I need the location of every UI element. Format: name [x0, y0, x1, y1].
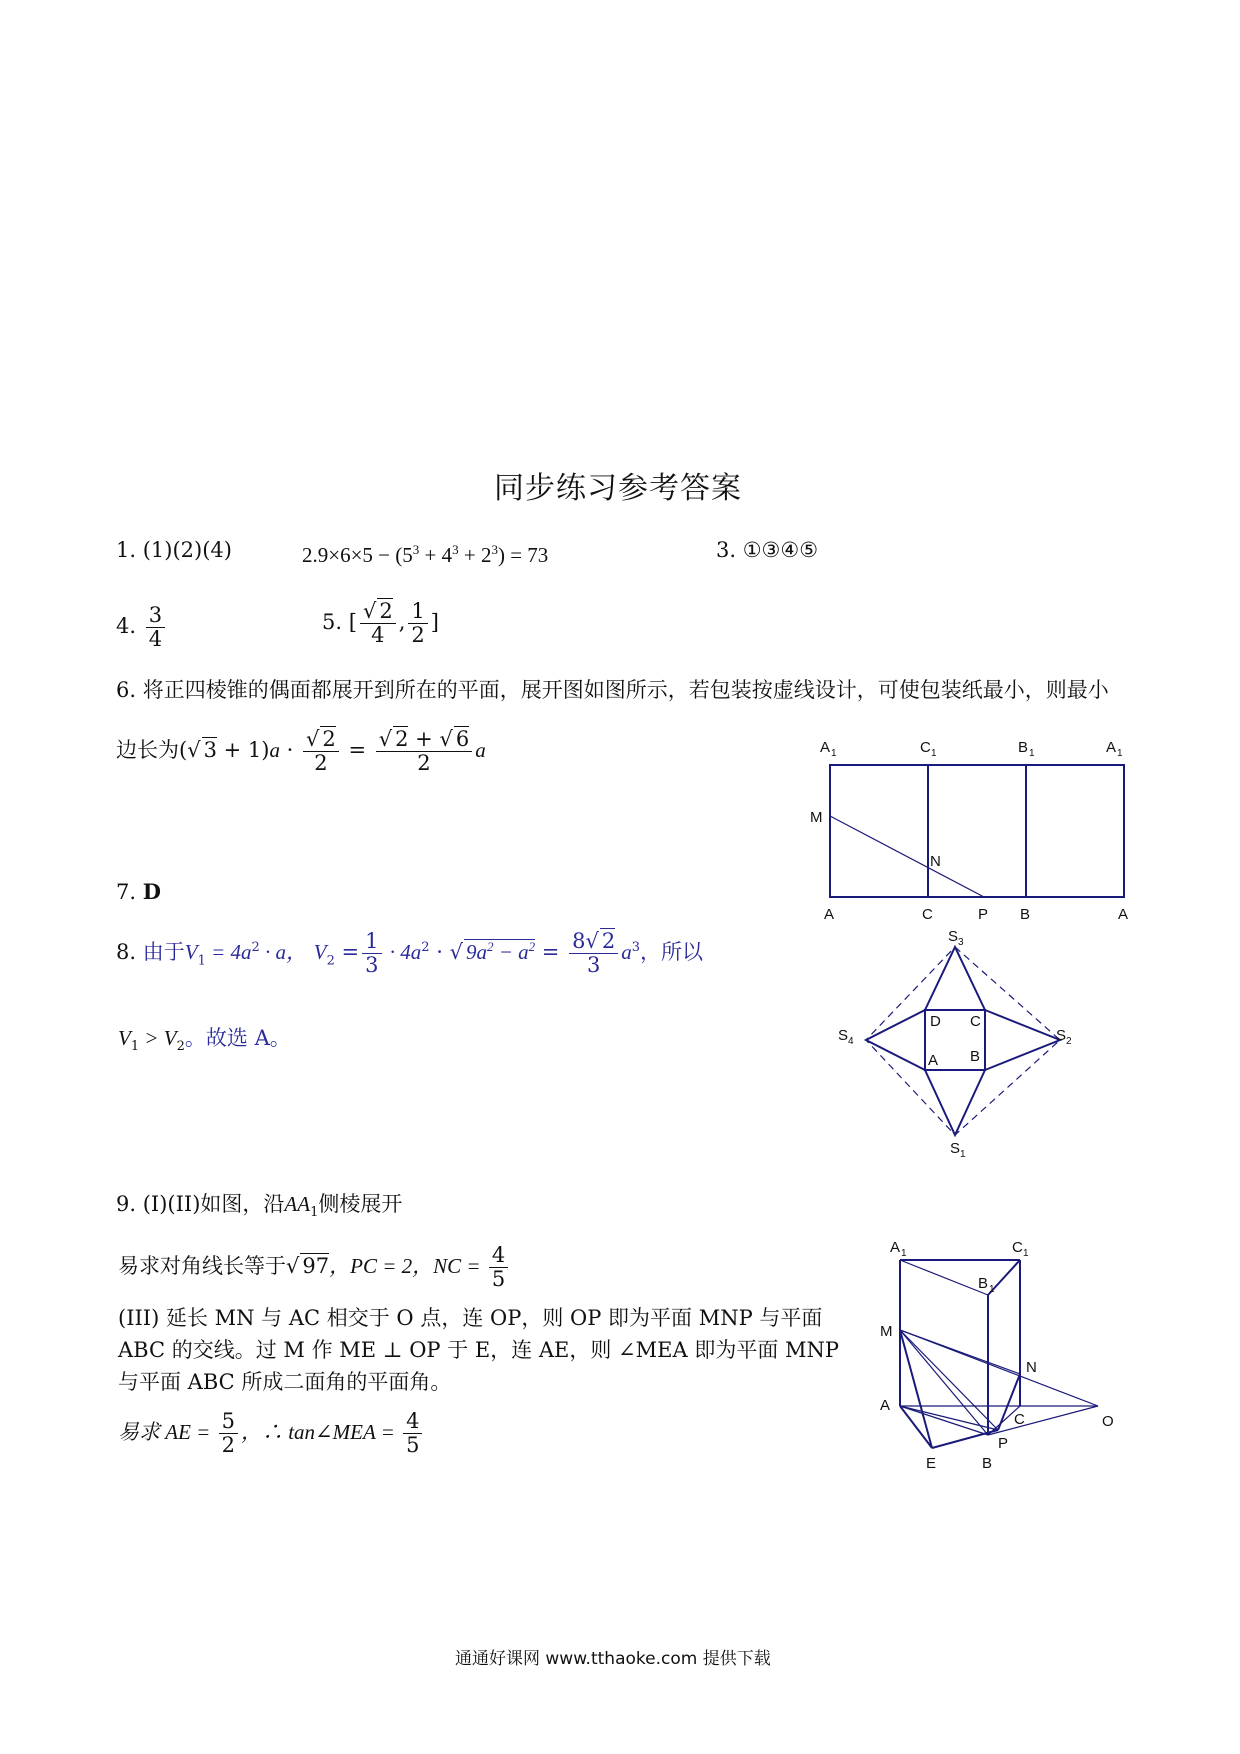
- q8-mid: · 4a: [384, 940, 422, 965]
- q5-number: 5.: [322, 610, 343, 635]
- q6-prefix: 边长为: [116, 738, 179, 763]
- q8-v1: V: [184, 940, 198, 965]
- q4-answer: [116, 604, 168, 651]
- fig2-label-C: C: [970, 1013, 981, 1030]
- q5-close: ]: [430, 610, 439, 635]
- q5-frac-2: [408, 600, 427, 647]
- q2-exp-2: 3: [452, 542, 459, 557]
- fig1-label-C: C: [922, 906, 933, 923]
- q9-line2: [118, 1244, 511, 1291]
- q9-line1: 9. (I)(II)如图，沿$AA_1$侧棱展开: [116, 1192, 403, 1221]
- q8-l2-v1: V: [118, 1026, 131, 1050]
- q2-exp-1: 3: [412, 542, 420, 557]
- q9-part3-a: (III) 延长 MN 与 AC 相交于 O 点，连 OP，则 OP 即为平面 MNP 与平面: [118, 1306, 823, 1330]
- q9-ae-d: 2: [221, 1433, 235, 1458]
- q6-frac1-den: 2: [314, 751, 328, 776]
- fig3-label-C: C: [1014, 1411, 1025, 1428]
- fig1-sub-3: 1: [1029, 748, 1035, 759]
- fig3-sub-c: 1: [1023, 1248, 1029, 1259]
- q8-d: 3: [365, 953, 379, 978]
- q4-number: 4.: [116, 614, 137, 639]
- q9-line1-text: (I)(II)如图，沿: [142, 1192, 285, 1216]
- q6-plus1: + 1): [216, 738, 270, 763]
- q9-last-b: ，∴ tan∠MEA =: [240, 1420, 401, 1445]
- q5-num-2: 1: [408, 600, 427, 624]
- q6-root-1: √: [187, 738, 201, 763]
- q6-eq: =: [341, 738, 373, 763]
- q6-root-3: √: [378, 727, 393, 751]
- q6-number: 6.: [116, 678, 137, 702]
- q9-ae-n: 5: [219, 1410, 238, 1434]
- q3-answer: [716, 536, 818, 564]
- q6-text: [116, 676, 1109, 704]
- q2-number: 2.: [302, 543, 318, 567]
- q2-expr-a: 9×6×5 − (5: [317, 543, 413, 567]
- fig3-label-A: A: [880, 1397, 891, 1414]
- figure-unfold-rectangle: [800, 730, 1140, 930]
- q8-root: √: [449, 940, 463, 965]
- q8-n2: 8: [572, 929, 586, 953]
- q6-frac-1: [303, 728, 339, 775]
- fig2-label-S1: S: [950, 1140, 961, 1157]
- q9-nc-d: 5: [491, 1267, 506, 1292]
- q6-frac-2: [376, 728, 472, 775]
- fig3-label-A1: A: [890, 1239, 901, 1256]
- q8-r2: 2: [601, 929, 616, 953]
- q9-t-d: 5: [406, 1433, 420, 1458]
- q8-l2-v2: > V: [139, 1026, 177, 1050]
- q9-ae-frac: [219, 1410, 238, 1457]
- q6-dot: ·: [279, 738, 300, 763]
- q8-n: 1: [362, 930, 381, 954]
- q5-comma: ,: [398, 610, 406, 635]
- q2-expr-d: ) = 73: [497, 543, 549, 567]
- fig2-sub-1: 1: [960, 1149, 966, 1160]
- q9-nc-frac: [489, 1244, 508, 1291]
- q9-line2-a: 易求对角线长等于: [118, 1254, 286, 1279]
- fig1-sub-2: 1: [931, 748, 937, 759]
- fig2-label-S2: S: [1056, 1027, 1067, 1044]
- fig2-sub-3: 3: [958, 937, 964, 948]
- q9-aa: AA: [284, 1192, 311, 1216]
- fig2-label-A: A: [928, 1052, 939, 1069]
- fig2-sub-4: 4: [848, 1036, 854, 1047]
- q3-number: 3.: [716, 538, 737, 562]
- footer-credit: 通通好课网 www.tthaoke.com 提供下载: [455, 1649, 771, 1669]
- figure-prism: [870, 1230, 1130, 1500]
- fig3-sub-a: 1: [901, 1248, 907, 1259]
- q9-root97: 97: [302, 1254, 330, 1279]
- fig1-label-M: M: [810, 809, 823, 826]
- q5-num-1: 2: [379, 599, 393, 623]
- fig1-label-C1: C: [920, 739, 931, 756]
- q5-answer: [322, 600, 439, 647]
- q8-number: 8.: [116, 940, 137, 965]
- fig3-label-O: O: [1102, 1413, 1114, 1430]
- q8-root-2: √: [585, 929, 599, 953]
- q6-a2: a: [475, 738, 486, 763]
- q8-rad-b: − a: [493, 940, 529, 965]
- q8-prefix: 由于: [142, 940, 185, 965]
- fig3-label-M: M: [880, 1323, 893, 1340]
- q9-last-a: 易求 AE =: [118, 1420, 216, 1445]
- q6-frac2-den: 2: [417, 751, 431, 776]
- fig1-label-P: P: [978, 906, 989, 923]
- q8-tail1: · a，: [259, 940, 308, 965]
- q9-line2-b: ，PC = 2，NC =: [329, 1254, 486, 1279]
- q6-frac1-num: 2: [322, 727, 336, 751]
- fig3-label-B: B: [982, 1455, 993, 1472]
- q8-conclusion: $V_1 > V_2$。故选 A。: [118, 1026, 291, 1055]
- q8-eq1: = 4a: [205, 940, 252, 965]
- fig3-sub-b: 1: [989, 1284, 995, 1295]
- fig1-sub-4: 1: [1117, 748, 1123, 759]
- fig3-label-B1: B: [978, 1275, 989, 1292]
- fig1-label-B1: B: [1018, 739, 1029, 756]
- fig2-label-D: D: [930, 1013, 941, 1030]
- q3-text: ①③④⑤: [742, 538, 819, 562]
- q8-rad: 9a: [465, 940, 487, 965]
- page-title: 同步练习参考答案: [494, 471, 742, 506]
- fig1-label-B: B: [1020, 906, 1031, 923]
- q7-text: D: [142, 879, 161, 904]
- q6-r2: 2: [395, 727, 409, 751]
- q5-frac-1: [360, 600, 396, 647]
- q8-d2: 3: [586, 953, 601, 978]
- fig3-label-C1: C: [1012, 1239, 1023, 1256]
- q6-formula: 边长为(√ 3 + 1)a · $\frac{√ 2}{2}$ = $\frac{√ 2 + √ 6}{2}$ a: [116, 727, 486, 776]
- q9-part3-b: ABC 的交线。过 M 作 ME ⊥ OP 于 E，连 AE，则 ∠MEA 即为平面 MNP: [118, 1338, 840, 1362]
- q6-a: a: [269, 738, 280, 763]
- q4-fraction: [146, 604, 165, 651]
- q6-root-4: √: [439, 727, 453, 751]
- q1-number: 1.: [116, 538, 137, 562]
- q2-exp-3: 3: [491, 542, 498, 557]
- q8-eq2: =: [535, 940, 567, 965]
- q6-r6: 6: [455, 727, 470, 751]
- q5-root-sign: √: [362, 599, 377, 623]
- q8-formula: 8. 由于$V_1 = 4a^2 \cdot a$， $V_2$ = $\frac{1}{3}$ · $4a^2$ · √ $9a^2 - a^2$ = $\frac{8√ 2}{3}$ $a^3$，所以: [116, 929, 703, 978]
- q2-expr-c: + 2: [458, 543, 492, 567]
- q5-den-1: 4: [371, 623, 385, 648]
- fig1-label-A1-left: A: [820, 739, 831, 756]
- fig1-sub-1: 1: [831, 748, 837, 759]
- fig2-label-S3: S: [948, 928, 959, 945]
- q1-text: (1)(2)(4): [142, 538, 232, 562]
- q2-answer: [302, 536, 548, 569]
- q2-expr-b: + 4: [419, 543, 453, 567]
- fig1-label-N: N: [930, 853, 941, 870]
- q6-plus: +: [408, 727, 440, 751]
- q9-number: 9.: [116, 1192, 137, 1216]
- q9-t-n: 4: [403, 1410, 422, 1434]
- fig2-sub-2: 2: [1066, 1036, 1072, 1047]
- q8-suffix: ，所以: [640, 940, 703, 965]
- fig1-label-A1-right: A: [1106, 739, 1117, 756]
- q8-a3: a: [621, 940, 632, 965]
- q8-v2: V: [313, 940, 327, 965]
- fig3-label-E: E: [926, 1455, 937, 1472]
- figure-pyramid-net: [830, 925, 1080, 1165]
- q8-l2-tail: 。故选 A。: [184, 1026, 291, 1050]
- q9-nc-n: 4: [489, 1244, 508, 1268]
- q8-frac-1: [362, 930, 381, 977]
- fig2-label-B: B: [970, 1048, 981, 1065]
- q6-root-2: √: [306, 727, 320, 751]
- q7-number: 7.: [116, 880, 137, 904]
- fig2-label-S4: S: [838, 1027, 849, 1044]
- fig1-label-A-right: A: [1118, 906, 1129, 923]
- q5-den-2: 2: [411, 623, 425, 648]
- q9-line1-tail: 侧棱展开: [318, 1192, 403, 1216]
- fig3-label-N: N: [1026, 1359, 1037, 1376]
- q5-open: [: [348, 610, 357, 635]
- q6-root3: 3: [203, 738, 217, 763]
- q4-numerator: 3: [146, 604, 165, 628]
- fig3-label-P: P: [998, 1435, 1009, 1452]
- q9-tan-frac: [403, 1410, 422, 1457]
- q9-part3-c: 与平面 ABC 所成二面角的平面角。: [118, 1370, 452, 1394]
- q6-statement: 将正四棱锥的偶面都展开到所在的平面，展开图如图所示，若包装按虚线设计，可使包装纸最小，则最小: [142, 678, 1109, 702]
- q9-last: [118, 1410, 425, 1457]
- q1-answer: [116, 536, 232, 564]
- q9-root: √: [286, 1254, 300, 1279]
- q8-frac-2: [569, 930, 618, 977]
- q4-denominator: 4: [148, 627, 163, 652]
- fig1-label-A-left: A: [824, 906, 835, 923]
- q7-answer: [116, 878, 161, 906]
